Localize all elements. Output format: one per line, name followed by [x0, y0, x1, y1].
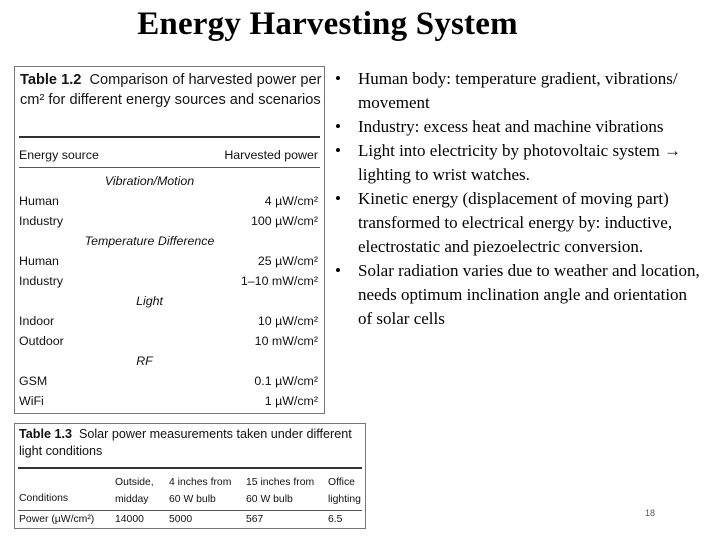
- row-power: 0.1 µW/cm²: [254, 374, 318, 388]
- table-rule: [19, 136, 320, 138]
- bullet-icon: •: [335, 261, 341, 280]
- bullet-icon: •: [335, 117, 341, 136]
- table-1-3-label: Table 1.3: [19, 427, 72, 441]
- table-1-2-caption-text: Comparison of harvested power per cm² for different energy sources and scenarios: [20, 72, 322, 108]
- table-row: [19, 391, 320, 411]
- header-outside-midday: Outside, midday: [115, 477, 154, 505]
- header-4-inches: 4 inches from 60 W bulb: [169, 477, 232, 505]
- row-label-power: Power (µW/cm²): [19, 514, 95, 525]
- row-power: 1–10 mW/cm²: [240, 274, 318, 288]
- value-4-inches: 5000: [169, 514, 193, 525]
- header-energy-source: Energy source: [19, 148, 99, 162]
- table-row: [19, 251, 320, 271]
- table-1-3: [14, 423, 366, 529]
- row-source: WiFi: [19, 394, 44, 408]
- value-office-lighting: 6.5: [328, 514, 343, 525]
- bullet-icon: •: [335, 69, 341, 88]
- row-source: GSM: [19, 374, 48, 388]
- table-row: [19, 211, 320, 231]
- table-row: [19, 311, 320, 331]
- row-source: Industry: [19, 214, 64, 228]
- bullet-icon: •: [335, 189, 341, 208]
- row-power: 25 µW/cm²: [257, 254, 318, 268]
- header-conditions: Conditions: [19, 493, 69, 504]
- table-row: [19, 191, 320, 211]
- row-source: Indoor: [19, 314, 55, 328]
- header-office-lighting: Office lighting: [328, 477, 361, 505]
- header-harvested-power: Harvested power: [224, 148, 318, 162]
- table-rule: [18, 467, 362, 469]
- table-rule: [19, 167, 320, 168]
- list-item: [333, 115, 703, 139]
- value-outside-midday: 14000: [115, 514, 144, 525]
- table-1-2-caption: [20, 70, 323, 110]
- table-1-2: [14, 66, 325, 414]
- table-1-3-caption-text: Solar power measurements taken under different light conditions: [19, 427, 352, 458]
- table-row: [19, 371, 320, 391]
- row-power: 10 µW/cm²: [257, 314, 318, 328]
- section-vibration: Vibration/Motion: [104, 174, 195, 188]
- section-light: Light: [136, 294, 163, 308]
- bullet-text: Industry: excess heat and machine vibrations: [358, 117, 664, 136]
- section-temperature: Temperature Difference: [84, 234, 215, 248]
- row-source: Industry: [19, 274, 64, 288]
- row-source: Outdoor: [19, 334, 64, 348]
- bullet-icon: •: [335, 141, 341, 160]
- bullet-text: Solar radiation varies due to weather and location, needs optimum inclination angle and orientation of solar cells: [358, 261, 700, 328]
- bullet-text: Human body: temperature gradient, vibrations/ movement: [358, 69, 678, 112]
- list-item: [333, 259, 703, 331]
- value-15-inches: 567: [246, 514, 264, 525]
- list-item: [333, 139, 703, 187]
- table-row: [19, 331, 320, 351]
- page-number: 18: [645, 508, 656, 518]
- row-source: Human: [19, 194, 59, 208]
- bullet-list: [333, 67, 703, 331]
- row-power: 100 µW/cm²: [250, 214, 318, 228]
- bullet-text: Light into electricity by photovoltaic system → lighting to wrist watches.: [358, 141, 681, 184]
- list-item: [333, 67, 703, 115]
- list-item: [333, 187, 703, 259]
- header-15-inches: 15 inches from 60 W bulb: [246, 477, 315, 505]
- row-power: 10 mW/cm²: [254, 334, 318, 348]
- row-power: 4 µW/cm²: [264, 194, 318, 208]
- slide-title: Energy Harvesting System: [137, 6, 518, 42]
- table-1-3-caption: [19, 426, 365, 460]
- table-1-2-label: Table 1.2: [20, 72, 82, 88]
- table-row: [19, 271, 320, 291]
- row-power: 1 µW/cm²: [264, 394, 318, 408]
- row-source: Human: [19, 254, 59, 268]
- section-rf: RF: [136, 354, 153, 368]
- bullet-text: Kinetic energy (displacement of moving part) transformed to electrical energy by: inductive, electrostatic and piezoelectric conversion.: [358, 189, 673, 256]
- table-header-row: [19, 145, 320, 165]
